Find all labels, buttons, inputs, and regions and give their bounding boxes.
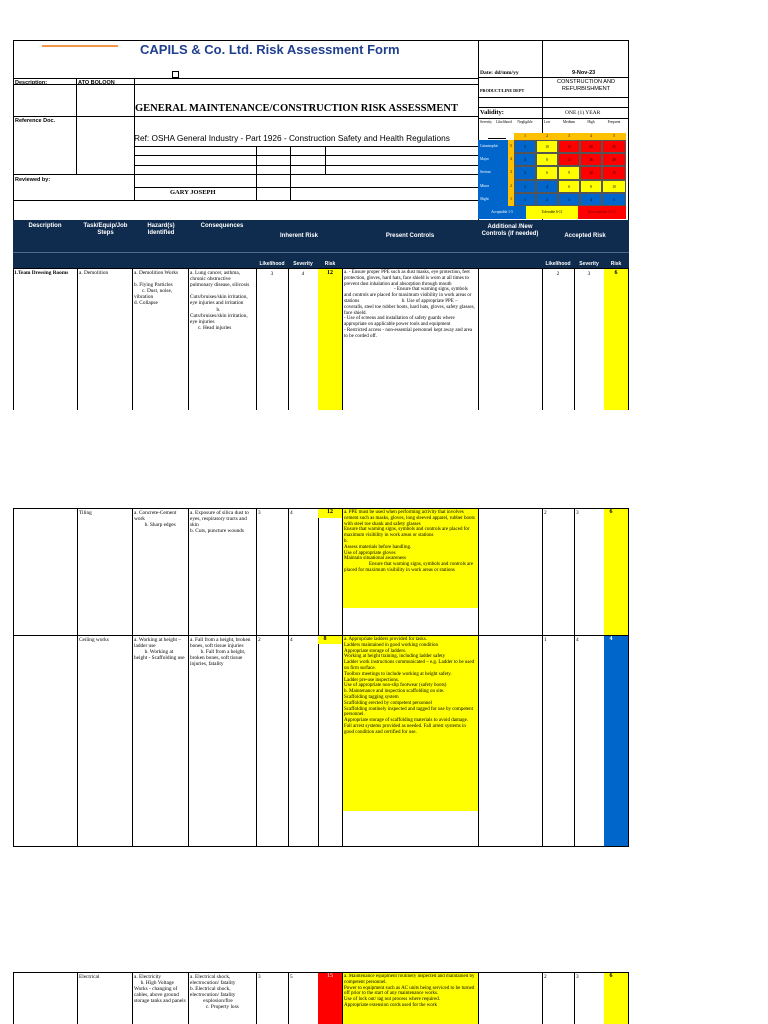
matrix-cell: 4 [536,180,558,193]
col-header-accepted: Accepted Risk [564,233,606,239]
matrix-cell: 4 [580,193,602,206]
matrix-cell: 8 [536,153,558,166]
matrix-header-high: High [587,120,595,124]
matrix-col-num: 1 [524,134,526,138]
row-hazards: a. Demolition Works b. Flying Particles c. Dust, noise, vibration d. Collapse [134,270,179,307]
matrix-row-label: Minor [480,183,489,188]
risk-cell-accepted [604,509,628,635]
risk-cell-inherent [318,269,342,410]
risk-cell-accepted [604,269,628,410]
row-consequences: a. Fall from a height, broken bones, soft tissue injuries b. Fall from a height, broken bones, soft tissue injuries, fatality [190,637,251,668]
validity-value: ONE (1) YEAR [565,110,601,116]
matrix-col-num: 2 [546,134,548,138]
matrix-header-low: Low [543,120,551,124]
matrix-row-label: Slight [480,196,489,201]
row-acc-risk: 6 [614,270,618,276]
risk-matrix [478,118,628,220]
row-severity: 4 [290,637,293,643]
matrix-row-num: 3 [510,170,512,175]
title-accent [42,45,118,47]
matrix-row-num: 2 [510,183,512,188]
col-header-consequences: Consequences [200,223,244,229]
row-acc-risk: 4 [609,636,613,642]
row-task: Tiling [79,510,92,516]
dept-value: CONSTRUCTION AND REFURBISHMENT [556,79,616,92]
validity-label: Validity: [480,109,504,116]
row-controls: a. Appropriate ladders provided for tasks. Ladders maintained in good working condition Appropriate storage of ladders. Working at height training, including ladder safety Ladder work instructions communicated – e.g. Ladder to be used on firm surface. Toolbox meetings to include working at height safety. Ladder pre-use inspections. Use of appropriate non-slip footwear (safety boots) b. Maintenance and inspection scaffolding on site. Scaffolding tagging system Scaffolding erected by competent personnel Scaffolding routinely inspected and tagged for use by competent personnel. Appropriate storage of scaffolding materials to avoid damage. Fall arrest systems provided as needed. Fall arrest systems in good condition and certified for use. [344,637,475,735]
row-risk: 12 [327,509,333,515]
row-controls: a. Maintenance equipment routinely inspected and maintained by competent personnel. Power to equipment such as AC units being serviced to be turned off prior to the start of any maintenance works. Use of lock out/ tag out process where required. Appropriate extension cords used for the work [344,974,475,1008]
row-acc-severity: 3 [576,510,579,516]
matrix-header-likelihood: Likelihood [496,120,512,124]
matrix-row-num: 1 [510,196,512,201]
matrix-cell: 5 [514,140,536,153]
risk-cell-accepted [604,973,628,1024]
matrix-col-num: 3 [568,134,570,138]
matrix-col-num: 5 [613,134,615,138]
reviewed-label: Reviewed by: [15,177,51,183]
matrix-cell: 20 [580,140,602,153]
row-acc-likelihood: 2 [544,510,547,516]
matrix-cell: 12 [558,153,580,166]
matrix-row-label: Catastrophic [480,144,499,148]
row-severity: 5 [290,974,293,980]
matrix-row-label: Serious [480,170,491,175]
subheader-risk: Risk [318,261,342,267]
legend-acceptable: Acceptable 1-5 [491,210,513,214]
matrix-cell: 9 [558,166,580,179]
row-likelihood: 3 [258,974,261,980]
matrix-cell: 20 [602,153,626,166]
matrix-cell: 25 [602,140,626,153]
dept-label: PRODUCT/LINE DEPT [480,88,525,93]
row-task: Ceiling works [79,637,109,643]
row-risk: 8 [323,636,327,642]
matrix-cell: 12 [580,166,602,179]
matrix-row-num: 4 [510,157,512,162]
matrix-col-num: 4 [590,134,592,138]
subheader-acc-likelihood: Likelihood [542,261,574,267]
row-severity: 4 [290,510,293,516]
row-risk: 15 [327,973,333,979]
matrix-cell: 6 [536,166,558,179]
matrix-cell: 1 [514,193,536,206]
row-acc-severity: 4 [576,637,579,643]
row-acc-likelihood: 2 [556,271,560,277]
row-controls: a. PPE must be used when performing activity that involves cement such as masks, gloves, long sleeved apparel, rubber boots with steel toe shank and safety glasses Ensure that warning signs, symbols and controls are placed for maximum visibility in work areas or stations b. Assess materials before handling. Use of appropriate gloves Maintain situational awareness Ensure that warning signs, symbols and controls are placed for maximum visibility in work areas or stations [344,510,475,573]
matrix-cell: 5 [602,193,626,206]
matrix-cell: 2 [514,180,536,193]
row-hazards: a. Concrete-Cement work b. Sharp edges [134,510,177,529]
reference-text: Ref: OSHA General Industry - Part 1926 - Construction Safety and Health Regulations [134,133,450,143]
matrix-header-negligible: Negligible [517,120,533,124]
main-heading: GENERAL MAINTENANCE/CONSTRUCTION RISK ASSESSMENT [135,103,458,114]
subheader-acc-severity: Severity [574,261,604,267]
col-header-present: Present Controls [385,233,435,239]
matrix-cell: 10 [602,180,626,193]
row-consequences: a. Electrical shock, electrocution/ fatality b. Electrical shock, electrocution/ fatality explosion/fire c. Property loss [190,974,239,1011]
matrix-cell: 15 [558,140,580,153]
matrix-cell: 6 [558,180,580,193]
matrix-cell: 15 [602,166,626,179]
row-task: Electrical [79,974,100,980]
row-hazards: a. Electricity b. High Voltage Works - changing of cables, above ground storage tanks and panels [134,974,186,1005]
row-acc-risk: 6 [609,973,613,979]
row-likelihood: 3 [258,510,261,516]
subheader-severity: Severity [288,261,318,267]
row-consequences: a. Exposure of silica dust to eyes, respiratory tracts and skin b. Cuts, puncture wounds [190,510,249,535]
row-likelihood: 2 [258,637,261,643]
col-header-hazards: Hazard(s) Identified [147,223,175,236]
col-header-inherent: Inherent Risk [279,233,318,239]
matrix-cell: 8 [580,180,602,193]
row-controls: a. - Ensure proper PPE such as dust masks, eye protection, feet protection, gloves, hard hats, face shield is worn at all times to prevent dust inhalation and absorption through mouth - Ensure that warning signs, symbols and controls are placed for maximum visibility in work areas or stations b. Use of appropriate PPE – coveralls, steel toe rubber boots, hard hats, gloves, safety glasses, face shield. - Use of screens and installation of safety guards where appropriate on applicable power tools and equipment - Restricted access - non-essential personnel kept away and area to be corded off. [344,270,475,339]
row-hazards: a. Working at height – ladder use b. Working at height - Scaffolding use [134,637,185,662]
matrix-cell: 3 [514,166,536,179]
row-acc-likelihood: 1 [544,637,547,643]
reference-label: Reference Doc. [15,118,56,124]
matrix-cell: 10 [536,140,558,153]
row-acc-severity: 3 [576,974,579,980]
legend-tolerable: Tolerable 6-11 [541,210,563,214]
matrix-cell: 16 [580,153,602,166]
row-severity: 4 [301,271,305,277]
row-acc-risk: 6 [609,509,613,515]
row-acc-severity: 3 [587,271,591,277]
matrix-cell: 3 [558,193,580,206]
header-checkbox[interactable] [172,71,179,78]
matrix-arrow [488,138,506,139]
matrix-header-medium: Medium [562,120,576,124]
matrix-cell: 4 [514,153,536,166]
matrix-row-label: Major [480,157,489,162]
col-header-additional: Additional /New Controls (if needed) [481,224,539,237]
description-label: Description: [15,80,48,86]
form-title: CAPILS & Co. Ltd. Risk Assessment Form [140,42,400,57]
subheader-acc-risk: Risk [604,261,628,267]
risk-cell-inherent [318,973,342,1024]
matrix-header-frequent: Frequent [607,120,621,124]
row-task: a. Demolition [79,270,109,276]
date-value: 9-Nov-23 [572,70,596,76]
row-consequences: a. Lung cancer, asthma, chronic obstructive pulmonary disease, silicosis Cuts/bruises/skin irritation, eye injuries and irritation b. Cuts/bruises/skin irritation, eye injuries c. Head injuries [190,270,250,331]
matrix-row-num: 5 [510,144,512,148]
matrix-header-severity: Severity [480,120,492,124]
matrix-cell: 2 [536,193,558,206]
col-header-description: Description [28,223,62,229]
legend-unacceptable: Unacceptable 12-25 [587,210,617,214]
reviewer-name: GARY JOSEPH [170,189,216,196]
row-risk: 12 [327,270,333,276]
col-header-task: Task/Equip/Job Steps [83,223,128,236]
risk-cell-accepted [604,636,628,846]
row-likelihood: 3 [270,271,274,277]
row-description: 1.Team Dressing Rooms [14,270,69,276]
date-label: Date: dd/mm/yy [480,70,519,76]
description-value: ATO BOLOON [78,80,115,86]
row-acc-likelihood: 2 [544,974,547,980]
subheader-likelihood: Likelihood [256,261,288,267]
